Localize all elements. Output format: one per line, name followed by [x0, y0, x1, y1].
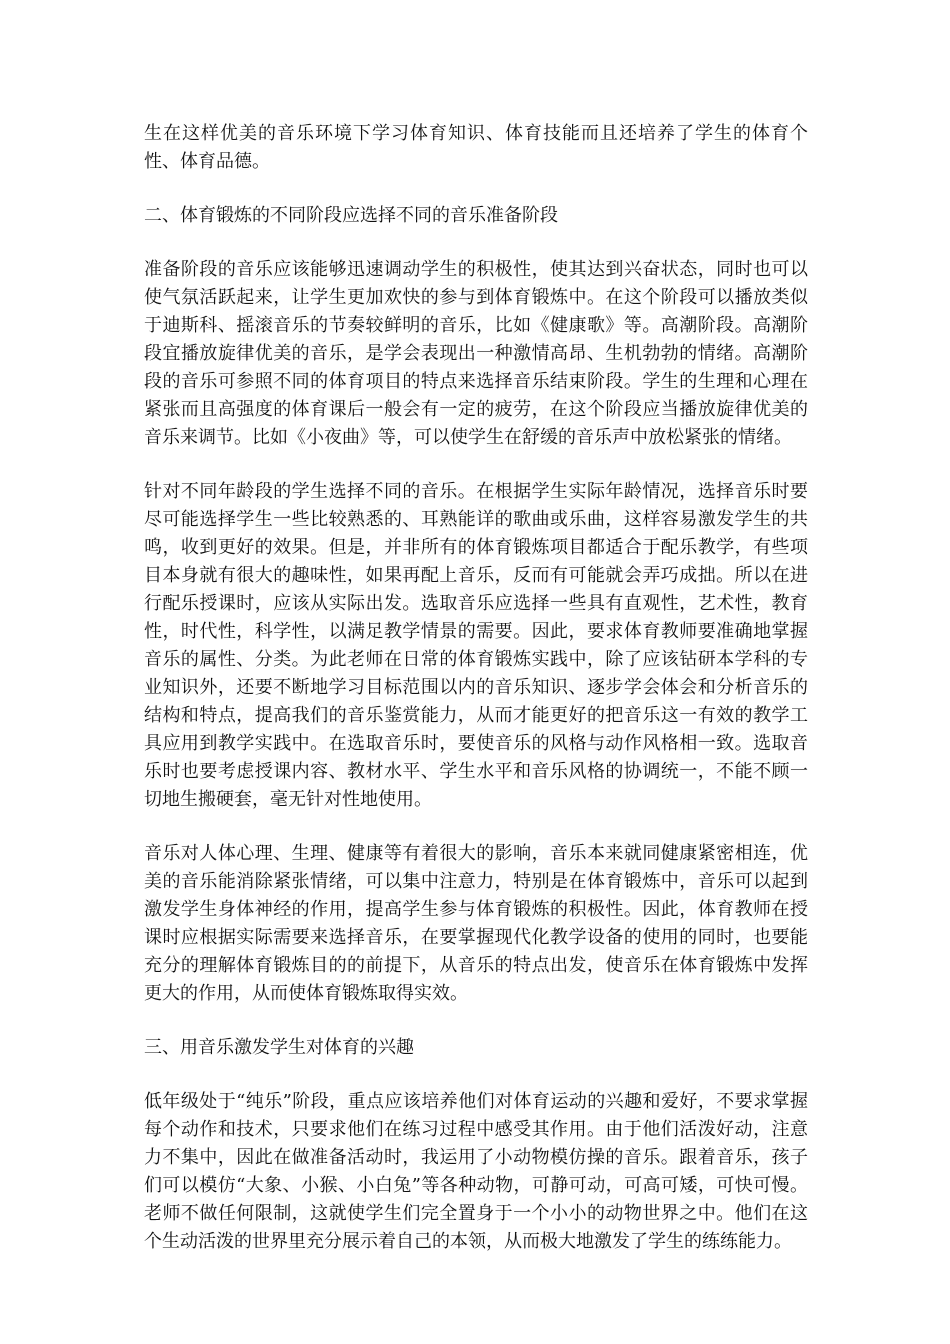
section-heading-2: 二、体育锻炼的不同阶段应选择不同的音乐准备阶段: [144, 205, 558, 226]
section-heading-3: 三、用音乐激发学生对体育的兴趣: [144, 1037, 414, 1058]
paragraph-age-groups: 针对不同年龄段的学生选择不同的音乐。在根据学生实际年龄情况，选择音乐时要尽可能选择学生一些比较熟悉的、耳熟能详的歌曲或乐曲，这样容易激发学生的共鸣，收到更好的效果。但是，并非所有的体育锻炼项目都适合于配乐教学，有些项目本身就有很大的趣味性，如果再配上音乐，反而有可能就会弄巧成拙。所以在进行配乐授课时，应该从实际出发。选取音乐应选择一些具有直观性，艺术性，教育性，时代性，科学性，以满足教学情景的需要。因此，要求体育教师要准确地掌握音乐的属性、分类。为此老师在日常的体育锻炼实践中，除了应该钻研本学科的专业知识外，还要不断地学习目标范围以内的音乐知识、逐步学会体会和分析音乐的结构和特点，提高我们的音乐鉴赏能力，从而才能更好的把音乐这一有效的教学工具应用到教学实践中。在选取音乐时，要使音乐的风格与动作风格相一致。选取音乐时也要考虑授课内容、教材水平、学生水平和音乐风格的协调统一，不能不顾一切地生搬硬套，毫无针对性地使用。: [144, 481, 808, 810]
paragraph-music-health: 音乐对人体心理、生理、健康等有着很大的影响，音乐本来就同健康紧密相连，优美的音乐能消除紧张情绪，可以集中注意力，特别是在体育锻炼中，音乐可以起到激发学生身体神经的作用，提高学生参与体育锻炼的积极性。因此，体育教师在授课时应根据实际需要来选择音乐，在要掌握现代化教学设备的使用的同时，也要能充分的理解体育锻炼目的的前提下，从音乐的特点出发，使音乐在体育锻炼中发挥更大的作用，从而使体育锻炼取得实效。: [144, 843, 808, 1004]
paragraph-preparation-stage: 准备阶段的音乐应该能够迅速调动学生的积极性，使其达到兴奋状态，同时也可以使气氛活跃起来，让学生更加欢快的参与到体育锻炼中。在这个阶段可以播放类似于迪斯科、摇滚音乐的节奏较鲜明的音乐，比如《健康歌》等。高潮阶段。高潮阶段宜播放旋律优美的音乐，是学会表现出一种激情高昂、生机勃勃的情绪。高潮阶段的音乐可参照不同的体育项目的特点来选择音乐结束阶段。学生的生理和心理在紧张而且高强度的体育课后一般会有一定的疲劳，在这个阶段应当播放旋律优美的音乐来调节。比如《小夜曲》等，可以使学生在舒缓的音乐声中放松紧张的情绪。: [144, 259, 808, 448]
paragraph-continuation: 生在这样优美的音乐环境下学习体育知识、体育技能而且还培养了学生的体育个性、体育品德。: [144, 123, 808, 172]
paragraph-low-grade: 低年级处于“纯乐”阶段，重点应该培养他们对体育运动的兴趣和爱好，不要求掌握每个动作和技术，只要求他们在练习过程中感受其作用。由于他们活泼好动，注意力不集中，因此在做准备活动时，我运用了小动物模仿操的音乐。跟着音乐，孩子们可以模仿“大象、小猴、小白兔”等各种动物，可静可动，可高可矮，可快可慢。老师不做任何限制，这就使学生们完全置身于一个小小的动物世界之中。他们在这个生动活泼的世界里充分展示着自己的本领，从而极大地激发了学生的练练能力。: [144, 1091, 808, 1252]
document-page: [144, 120, 808, 1282]
